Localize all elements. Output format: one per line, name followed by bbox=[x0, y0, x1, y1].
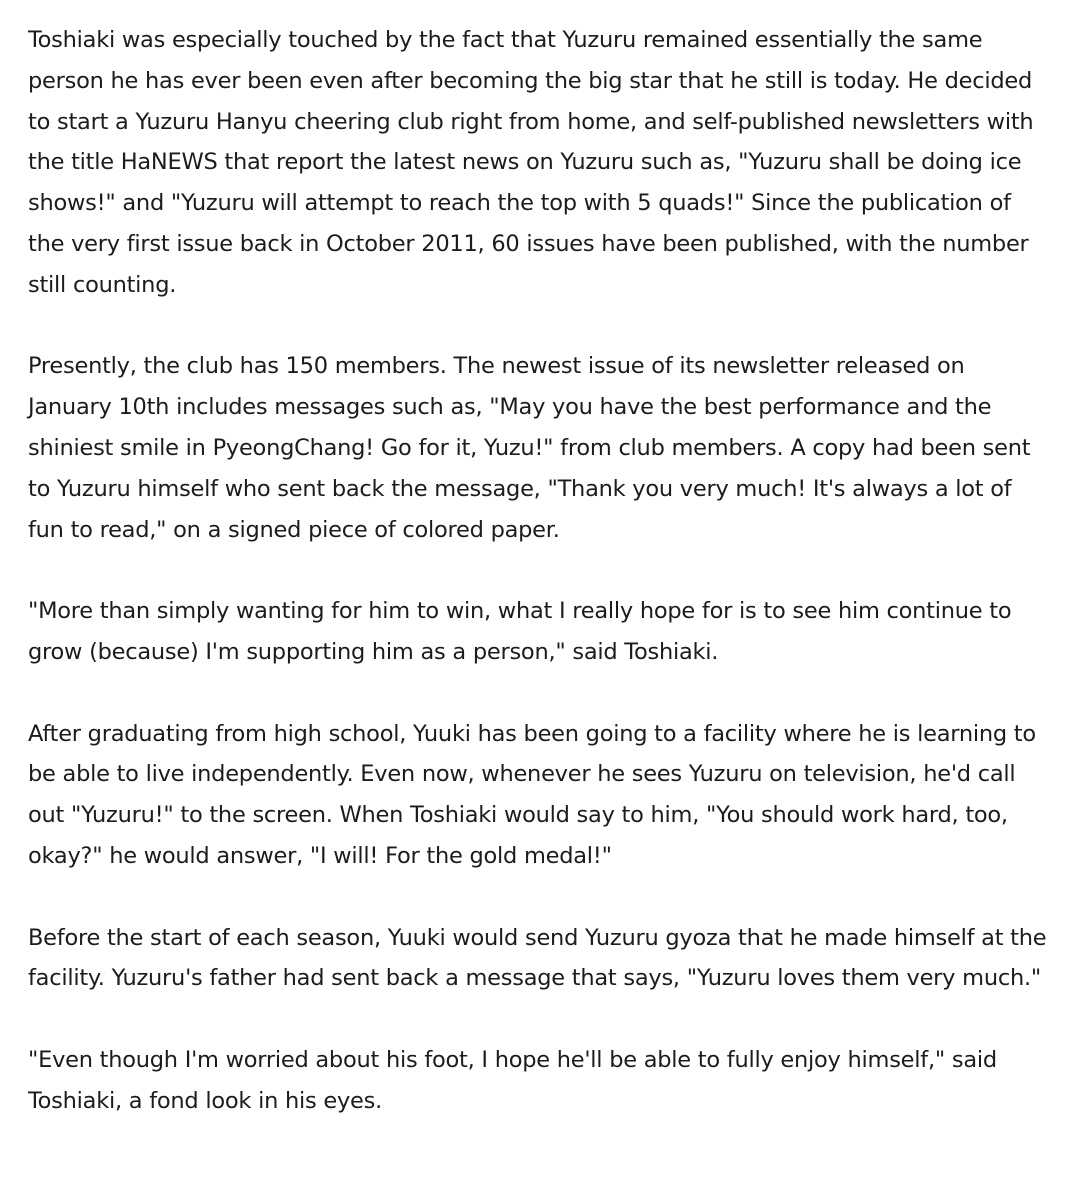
paragraph-yuuki-facility: After graduating from high school, Yuuki has been going to a facility where he is learning to be able to live independently. Even now, whenever he sees Yuzuru on television, he'd call out "Yuzuru!" to the screen. When Toshiaki would say to him, "You should work hard, too, okay?" he would answer, "I will! For the gold medal!" bbox=[28, 720, 1036, 869]
paragraph-hanews-club: Toshiaki was especially touched by the fact that Yuzuru remained essentially the same person he has ever been even after becoming the big star that he still is today. He decided to start a Yuzuru Hanyu cheering club right from home, and self-published newsletters with the title HaNEWS that report the latest news on Yuzuru such as, "Yuzuru shall be doing ice shows!" and "Yuzuru will attempt to reach the top with 5 quads!" Since the publication of the very first issue back in October 2011, 60 issues have been published, with the number still counting. bbox=[28, 27, 1034, 298]
paragraph-closing-quote: "Even though I'm worried about his foot, I hope he'll be able to fully enjoy himself," said Toshiaki, a fond look in his eyes. bbox=[28, 1046, 997, 1114]
paragraph-toshiaki-quote: "More than simply wanting for him to win, what I really hope for is to see him continue to grow (because) I'm supporting him as a person," said Toshiaki. bbox=[28, 598, 1012, 665]
paragraph-club-members: Presently, the club has 150 members. The newest issue of its newsletter released on January 10th includes messages such as, "May you have the best performance and the shiniest smile in PyeongChang! Go for it, Yuzu!" from club members. A copy had been sent to Yuzuru himself who sent back the message, "Thank you very much! It's always a lot of fun to read," on a signed piece of colored paper. bbox=[28, 353, 1031, 543]
paragraph-gyoza: Before the start of each season, Yuuki would send Yuzuru gyoza that he made himself at the facility. Yuzuru's father had sent back a message that says, "Yuzuru loves them very much." bbox=[28, 924, 1047, 992]
